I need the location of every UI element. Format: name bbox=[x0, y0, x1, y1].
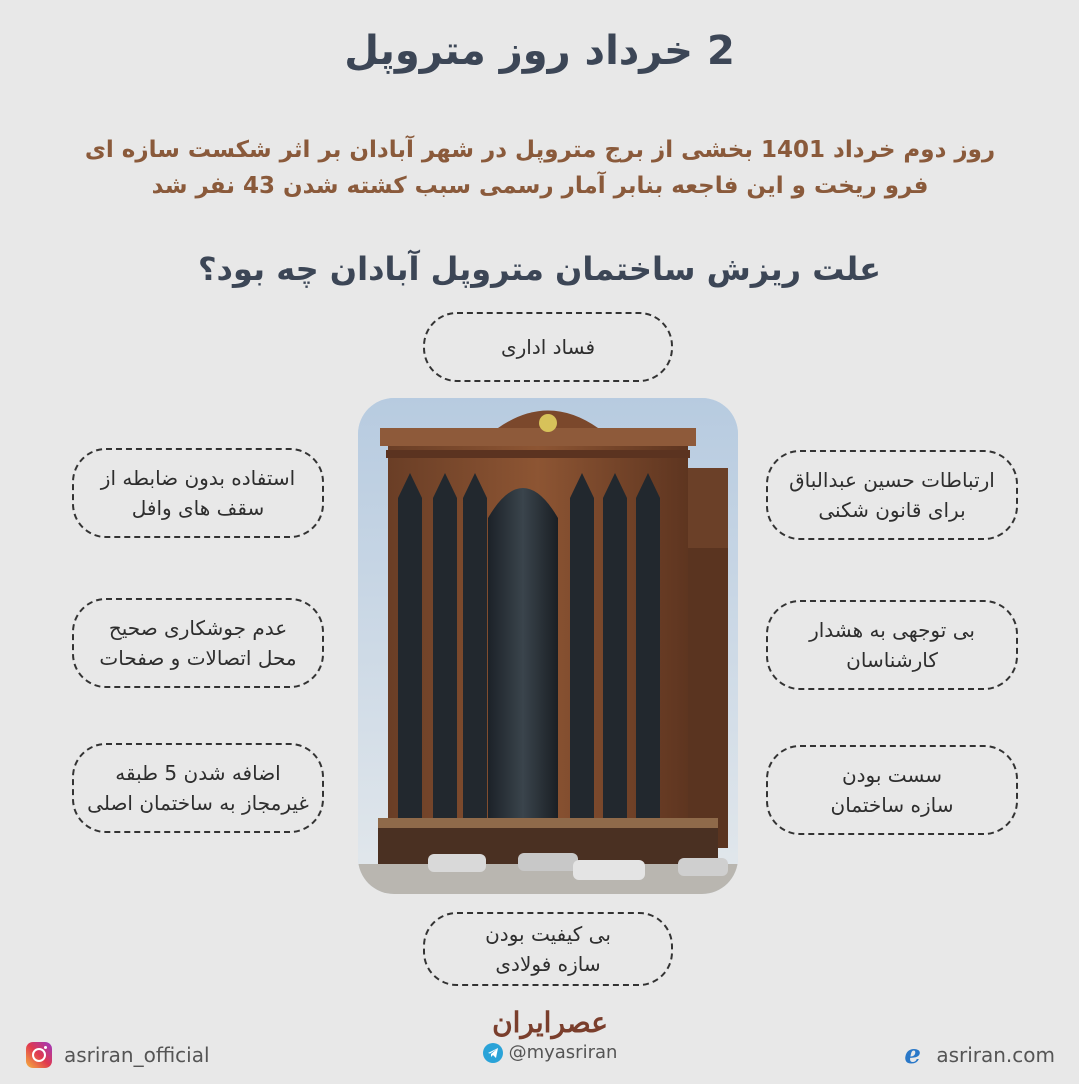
instagram-handle[interactable] bbox=[26, 1040, 210, 1070]
brand-logo: عصرایران bbox=[492, 1006, 608, 1039]
telegram-icon bbox=[483, 1043, 503, 1063]
cause-label: بی توجهی به هشدار کارشناسان bbox=[809, 618, 975, 672]
internet-explorer-icon: e bbox=[904, 1040, 921, 1070]
cause-label: فساد اداری bbox=[500, 335, 596, 359]
cause-label: استفاده بدون ضابطه از سقف های وافل bbox=[100, 466, 296, 520]
telegram-handle[interactable] bbox=[470, 1042, 630, 1063]
instagram-label: asriran_official bbox=[64, 1043, 210, 1067]
cause-bubble-right-3 bbox=[766, 745, 1018, 835]
cause-label: سست بودن سازه ساختمان bbox=[830, 763, 954, 817]
page-title: 2 خرداد روز متروپل bbox=[344, 28, 735, 74]
website-label: asriran.com bbox=[936, 1043, 1055, 1067]
cause-label: ارتباطات حسین عبدالباق برای قانون شکنی bbox=[789, 468, 995, 522]
brand-block bbox=[470, 1006, 630, 1063]
cause-bubble-left-2 bbox=[72, 598, 324, 688]
cause-bubble-right-1 bbox=[766, 450, 1018, 540]
cause-bubble-left-1 bbox=[72, 448, 324, 538]
cause-bubble-top bbox=[423, 312, 673, 382]
website-link[interactable] bbox=[904, 1040, 1055, 1070]
cause-bubble-bottom bbox=[423, 912, 673, 986]
section-question: علت ریزش ساختمان متروپل آبادان چه بود؟ bbox=[197, 250, 881, 288]
intro-paragraph: روز دوم خرداد 1401 بخشی از برج متروپل در شهر آبادان بر اثر شکست سازه ای فرو ریخت و این فاجعه بنابر آمار رسمی سبب کشته شدن 43 نفر شد bbox=[84, 137, 996, 199]
telegram-label: @myasriran bbox=[508, 1042, 618, 1063]
cause-bubble-right-2 bbox=[766, 600, 1018, 690]
metropol-building-photo bbox=[358, 398, 738, 894]
cause-label: عدم جوشکاری صحیح محل اتصالات و صفحات bbox=[99, 616, 297, 670]
instagram-icon bbox=[26, 1042, 52, 1068]
cause-label: بی کیفیت بودن سازه فولادی bbox=[485, 922, 611, 976]
cause-bubble-left-3 bbox=[72, 743, 324, 833]
cause-label: اضافه شدن 5 طبقه غیرمجاز به ساختمان اصلی bbox=[87, 761, 309, 815]
